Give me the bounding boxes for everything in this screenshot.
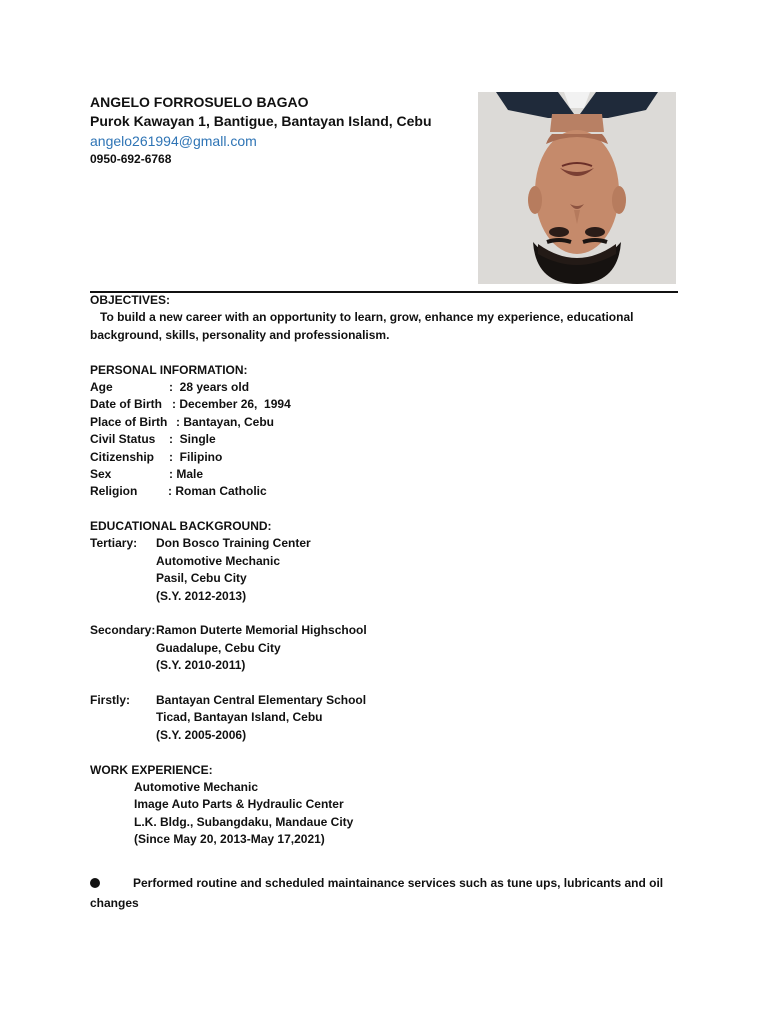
education-level-label: Firstly: (90, 692, 131, 707)
applicant-photo (478, 92, 676, 284)
personal-row-age (90, 379, 680, 396)
personal-row-civil-status (90, 431, 680, 448)
field-label: Age (90, 379, 113, 394)
resume-body (90, 292, 680, 849)
contact-header (90, 93, 432, 168)
work-detail: L.K. Bldg., Subangdaku, Mandaue City (134, 814, 354, 829)
work-experience-heading: WORK EXPERIENCE: (90, 762, 213, 777)
portrait-image (478, 92, 676, 284)
bullet-icon (90, 878, 100, 888)
personal-row-religion (90, 483, 680, 500)
personal-row-dob (90, 396, 680, 413)
work-detail: Automotive Mechanic (134, 779, 259, 794)
personal-row-citizenship (90, 449, 680, 466)
field-value: : Filipino (169, 449, 223, 464)
school-name: Bantayan Central Elementary School (156, 692, 367, 707)
education-detail: Automotive Mechanic (156, 553, 281, 568)
objectives-heading: OBJECTIVES: (90, 293, 171, 307)
education-detail: Pasil, Cebu City (156, 571, 247, 586)
field-label: Sex (90, 466, 112, 481)
applicant-phone: 0950-692-6768 (90, 152, 172, 166)
education-detail: (S.Y. 2010-2011) (156, 658, 246, 673)
objectives-text-line: To build a new career with an opportunity to learn, grow, enhance my experience, educational (90, 310, 634, 325)
school-name: Ramon Duterte Memorial Highschool (156, 623, 367, 638)
field-label: Civil Status (90, 432, 156, 447)
applicant-name: ANGELO FORROSUELO BAGAO (90, 94, 309, 110)
work-detail: Image Auto Parts & Hydraulic Center (134, 797, 344, 812)
field-label: Date of Birth (90, 397, 162, 412)
applicant-email[interactable]: angelo261994@gmall.com (90, 133, 257, 149)
field-label: Religion (90, 484, 138, 499)
personal-row-pob (90, 414, 680, 431)
education-tertiary (90, 535, 680, 552)
personal-row-sex (90, 466, 680, 483)
field-value: : Bantayan, Cebu (176, 414, 275, 429)
applicant-address: Purok Kawayan 1, Bantigue, Bantayan Island, Cebu (90, 113, 432, 129)
education-level-label: Tertiary: (90, 536, 138, 551)
duty-bullet-item (90, 873, 690, 913)
field-value: : Roman Catholic (168, 484, 267, 499)
education-detail: Ticad, Bantayan Island, Cebu (156, 710, 323, 725)
education-detail: (S.Y. 2012-2013) (156, 588, 247, 603)
field-label: Citizenship (90, 449, 155, 464)
duty-text: Performed routine and scheduled maintainance services such as tune ups, lubricants and oil (133, 876, 664, 890)
field-label: Place of Birth (90, 414, 168, 429)
field-value: : Single (169, 432, 216, 447)
field-value: : Male (169, 466, 204, 481)
education-detail: (S.Y. 2005-2006) (156, 727, 247, 742)
education-secondary (90, 622, 680, 639)
personal-info-heading: PERSONAL INFORMATION: (90, 362, 248, 377)
objectives-text-line: background, skills, personality and professionalism. (90, 327, 390, 342)
duty-line-continuation: changes (90, 896, 139, 910)
duty-line (90, 873, 690, 893)
field-value: : December 26, 1994 (172, 397, 291, 412)
field-value: : 28 years old (169, 379, 250, 394)
work-detail: (Since May 20, 2013-May 17,2021) (134, 832, 325, 847)
education-firstly (90, 692, 680, 709)
education-heading: EDUCATIONAL BACKGROUND: (90, 519, 272, 534)
education-level-label: Secondary: (90, 623, 156, 638)
school-name: Don Bosco Training Center (156, 536, 311, 551)
education-detail: Guadalupe, Cebu City (156, 640, 281, 655)
